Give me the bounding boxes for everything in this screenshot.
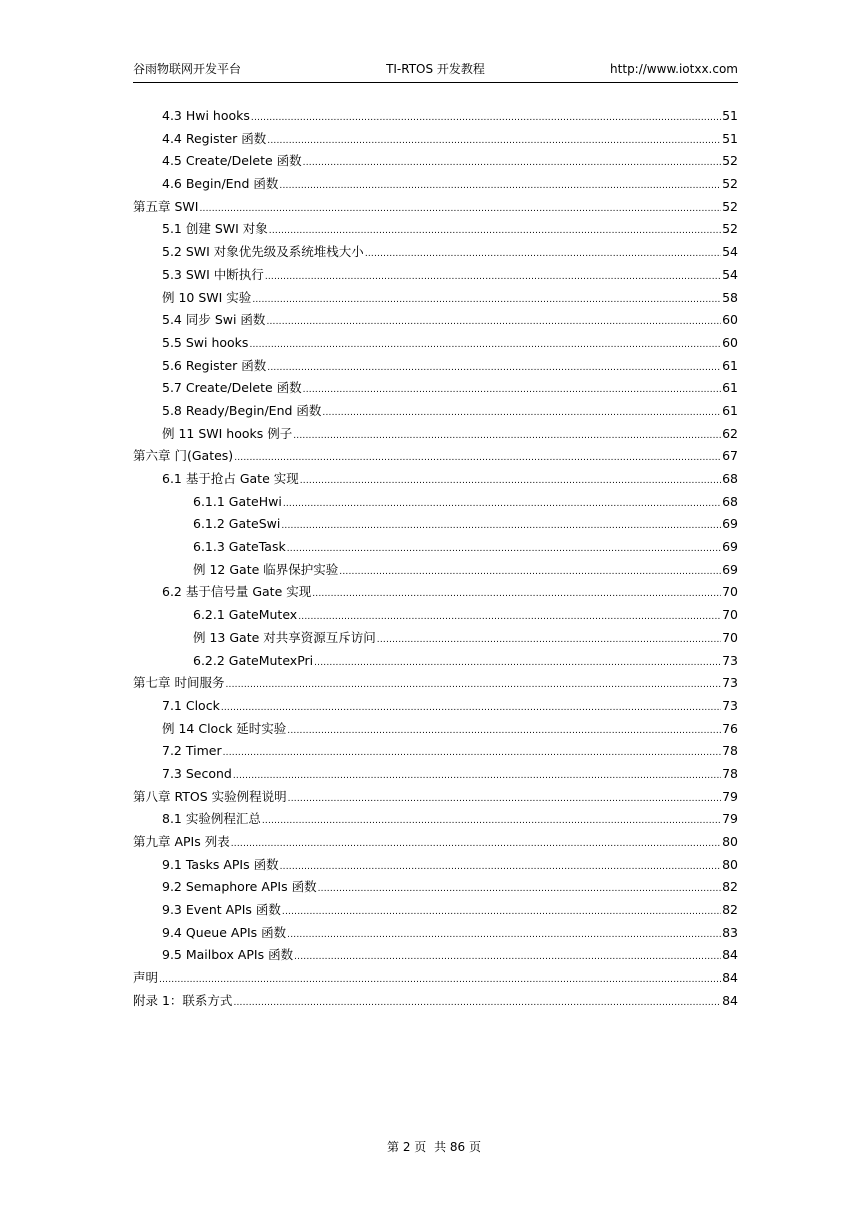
toc-entry-page: 73	[722, 697, 738, 713]
toc-dot-leader	[199, 198, 721, 221]
toc-entry[interactable]	[133, 150, 738, 173]
toc-dot-leader	[298, 606, 721, 629]
toc-entry-title: 附录 1：联系方式	[133, 992, 233, 1008]
toc-entry[interactable]	[133, 808, 738, 831]
toc-entry-page: 61	[722, 357, 738, 373]
toc-entry[interactable]	[133, 377, 738, 400]
toc-entry-page: 54	[722, 244, 738, 260]
toc-dot-leader	[312, 583, 721, 606]
toc-entry-title: 4.5 Create/Delete 函数	[162, 153, 302, 169]
toc-entry[interactable]	[133, 536, 738, 559]
toc-dot-leader	[318, 878, 721, 901]
toc-entry-title: 9.1 Tasks APIs 函数	[162, 856, 279, 872]
toc-entry-page: 68	[722, 471, 738, 486]
toc-dot-leader	[314, 652, 721, 675]
toc-entry[interactable]	[133, 581, 738, 604]
toc-entry-title: 第九章 APIs 列表	[133, 834, 230, 849]
toc-dot-leader	[262, 810, 721, 833]
toc-dot-leader	[223, 742, 722, 765]
toc-entry-page: 73	[722, 652, 738, 668]
toc-entry-page: 61	[722, 380, 738, 396]
toc-entry-page: 60	[722, 334, 738, 350]
toc-entry[interactable]	[133, 105, 738, 128]
toc-entry-page: 61	[722, 402, 738, 418]
toc-entry[interactable]	[133, 513, 738, 536]
toc-entry[interactable]	[133, 218, 738, 241]
toc-dot-leader	[282, 901, 721, 924]
toc-dot-leader	[293, 425, 721, 448]
toc-entry-title: 7.2 Timer	[162, 743, 222, 759]
toc-entry-page: 60	[722, 312, 738, 328]
toc-dot-leader	[231, 833, 721, 856]
toc-entry-page: 58	[722, 289, 738, 305]
table-of-contents	[133, 105, 738, 1013]
toc-entry[interactable]	[133, 445, 738, 468]
toc-entry-title: 第八章 RTOS 实验例程说明	[133, 788, 287, 804]
toc-entry[interactable]	[133, 332, 738, 355]
toc-entry-page: 62	[722, 425, 738, 441]
toc-entry[interactable]	[133, 400, 738, 423]
toc-dot-leader	[233, 765, 721, 788]
toc-entry-page: 79	[722, 811, 738, 827]
toc-entry-page: 51	[722, 130, 738, 146]
toc-entry[interactable]	[133, 899, 738, 922]
toc-entry-page: 82	[722, 902, 738, 918]
toc-entry[interactable]	[133, 627, 738, 650]
toc-entry-page: 83	[722, 924, 738, 940]
toc-dot-leader	[377, 629, 721, 652]
toc-entry-title: 例 12 Gate 临界保护实验	[193, 561, 339, 577]
toc-dot-leader	[287, 924, 721, 947]
toc-entry-page: 73	[722, 675, 738, 691]
toc-entry-page: 52	[722, 221, 738, 237]
toc-entry[interactable]	[133, 604, 738, 627]
toc-entry[interactable]	[133, 718, 738, 741]
header-doc-title: TI-RTOS 开发教程	[386, 62, 485, 76]
toc-entry-title: 例 14 Clock 延时实验	[162, 720, 287, 736]
toc-entry-title: 9.3 Event APIs 函数	[162, 902, 281, 918]
toc-dot-leader	[252, 289, 721, 312]
toc-entry[interactable]	[133, 423, 738, 446]
toc-dot-leader	[265, 266, 721, 289]
toc-entry-title: 5.7 Create/Delete 函数	[162, 380, 302, 396]
toc-entry-title: 5.1 创建 SWI 对象	[162, 221, 268, 237]
toc-entry-title: 4.3 Hwi hooks	[162, 108, 250, 123]
toc-dot-leader	[294, 946, 721, 969]
toc-entry-page: 69	[722, 561, 738, 577]
toc-dot-leader	[281, 515, 721, 538]
toc-entry-title: 5.6 Register 函数	[162, 357, 267, 373]
toc-entry[interactable]	[133, 491, 738, 514]
toc-entry-title: 6.2.2 GateMutexPri	[193, 652, 314, 668]
toc-dot-leader	[303, 152, 721, 175]
page-header	[133, 60, 738, 83]
toc-entry[interactable]	[133, 876, 738, 899]
toc-dot-leader	[266, 311, 721, 334]
toc-entry-title: 7.1 Clock	[162, 697, 220, 713]
toc-entry-title: 第六章 门(Gates)	[133, 448, 234, 464]
toc-entry-page: 54	[722, 266, 738, 282]
toc-entry[interactable]	[133, 944, 738, 967]
toc-entry-page: 82	[722, 879, 738, 895]
toc-entry-title: 8.1 实验例程汇总	[162, 811, 261, 827]
toc-entry[interactable]	[133, 831, 738, 854]
toc-entry-page: 51	[722, 108, 738, 123]
toc-entry[interactable]	[133, 355, 738, 378]
toc-entry-title: 6.2.1 GateMutex	[193, 607, 298, 623]
toc-entry[interactable]	[133, 967, 738, 990]
toc-entry-title: 例 11 SWI hooks 例子	[162, 425, 293, 441]
toc-entry-page: 69	[722, 539, 738, 555]
toc-dot-leader	[233, 992, 721, 1015]
toc-entry-page: 68	[722, 493, 738, 509]
toc-entry[interactable]	[133, 763, 738, 786]
toc-entry[interactable]	[133, 740, 738, 763]
toc-entry-page: 52	[722, 153, 738, 169]
toc-dot-leader	[283, 493, 721, 516]
toc-entry-page: 52	[722, 176, 738, 192]
toc-entry-page: 70	[722, 607, 738, 623]
toc-entry[interactable]	[133, 786, 738, 809]
toc-entry[interactable]	[133, 264, 738, 287]
toc-entry-page: 76	[722, 720, 738, 736]
toc-entry-page: 78	[722, 765, 738, 781]
toc-entry-page: 52	[722, 198, 738, 214]
toc-entry[interactable]	[133, 559, 738, 582]
toc-entry-page: 67	[722, 448, 738, 464]
toc-dot-leader	[287, 720, 721, 743]
toc-entry-title: 9.2 Semaphore APIs 函数	[162, 879, 317, 895]
toc-entry-title: 5.2 SWI 对象优先级及系统堆栈大小	[162, 244, 364, 260]
toc-dot-leader	[159, 969, 721, 992]
toc-entry-title: 9.5 Mailbox APIs 函数	[162, 947, 294, 963]
toc-entry-page: 84	[722, 970, 738, 986]
toc-entry[interactable]	[133, 196, 738, 219]
toc-entry-title: 6.2 基于信号量 Gate 实现	[162, 584, 312, 600]
page-footer	[0, 1138, 868, 1156]
toc-entry[interactable]	[133, 241, 738, 264]
toc-dot-leader	[269, 220, 721, 243]
toc-entry-title: 5.4 同步 Swi 函数	[162, 312, 266, 328]
toc-entry-title: 5.8 Ready/Begin/End 函数	[162, 402, 322, 418]
header-url: http://www.iotxx.com	[610, 62, 738, 76]
toc-entry-page: 84	[722, 947, 738, 963]
toc-dot-leader	[339, 561, 721, 584]
toc-entry-page: 70	[722, 584, 738, 600]
toc-entry[interactable]	[133, 128, 738, 151]
toc-entry-title: 例 10 SWI 实验	[162, 289, 252, 305]
toc-dot-leader	[288, 788, 721, 811]
toc-entry-title: 4.6 Begin/End 函数	[162, 176, 279, 192]
toc-entry-title: 例 13 Gate 对共享资源互斥访问	[193, 629, 376, 645]
toc-dot-leader	[225, 674, 721, 697]
toc-entry[interactable]	[133, 173, 738, 196]
toc-entry[interactable]	[133, 990, 738, 1013]
toc-entry[interactable]	[133, 309, 738, 332]
toc-entry[interactable]	[133, 287, 738, 310]
toc-entry[interactable]	[133, 922, 738, 945]
toc-entry-page: 79	[722, 788, 738, 804]
toc-dot-leader	[365, 243, 721, 266]
toc-dot-leader	[251, 107, 721, 130]
toc-dot-leader	[280, 856, 722, 879]
toc-entry-page: 80	[722, 834, 738, 849]
toc-entry[interactable]	[133, 672, 738, 695]
footer-page-number: 第 2 页	[387, 1140, 427, 1154]
toc-entry-title: 声明	[133, 970, 159, 986]
toc-entry[interactable]	[133, 650, 738, 673]
toc-dot-leader	[303, 379, 721, 402]
toc-entry-title: 9.4 Queue APIs 函数	[162, 924, 287, 940]
toc-entry-title: 6.1.2 GateSwi	[193, 516, 281, 532]
toc-dot-leader	[249, 334, 721, 357]
toc-entry[interactable]	[133, 695, 738, 718]
toc-dot-leader	[322, 402, 721, 425]
toc-entry-title: 5.3 SWI 中断执行	[162, 266, 264, 282]
toc-entry[interactable]	[133, 468, 738, 491]
toc-entry-page: 80	[722, 856, 738, 872]
toc-dot-leader	[267, 357, 721, 380]
toc-entry-page: 70	[722, 629, 738, 645]
toc-dot-leader	[221, 697, 721, 720]
toc-entry-title: 6.1 基于抢占 Gate 实现	[162, 471, 299, 486]
toc-entry-title: 第五章 SWI	[133, 198, 199, 214]
toc-entry-title: 5.5 Swi hooks	[162, 334, 249, 350]
toc-entry-page: 78	[722, 743, 738, 759]
toc-entry-page: 84	[722, 992, 738, 1008]
toc-dot-leader	[287, 538, 721, 561]
toc-dot-leader	[234, 447, 721, 470]
toc-entry-title: 第七章 时间服务	[133, 675, 225, 691]
toc-dot-leader	[300, 470, 721, 493]
header-site-name: 谷雨物联网开发平台	[133, 62, 242, 76]
toc-dot-leader	[267, 130, 721, 153]
toc-entry-title: 6.1.1 GateHwi	[193, 493, 282, 509]
footer-total-pages: 共 86 页	[434, 1140, 481, 1154]
toc-entry-title: 4.4 Register 函数	[162, 130, 267, 146]
toc-entry-page: 69	[722, 516, 738, 532]
toc-entry[interactable]	[133, 854, 738, 877]
toc-entry-title: 7.3 Second	[162, 765, 232, 781]
toc-entry-title: 6.1.3 GateTask	[193, 539, 286, 555]
toc-dot-leader	[279, 175, 721, 198]
